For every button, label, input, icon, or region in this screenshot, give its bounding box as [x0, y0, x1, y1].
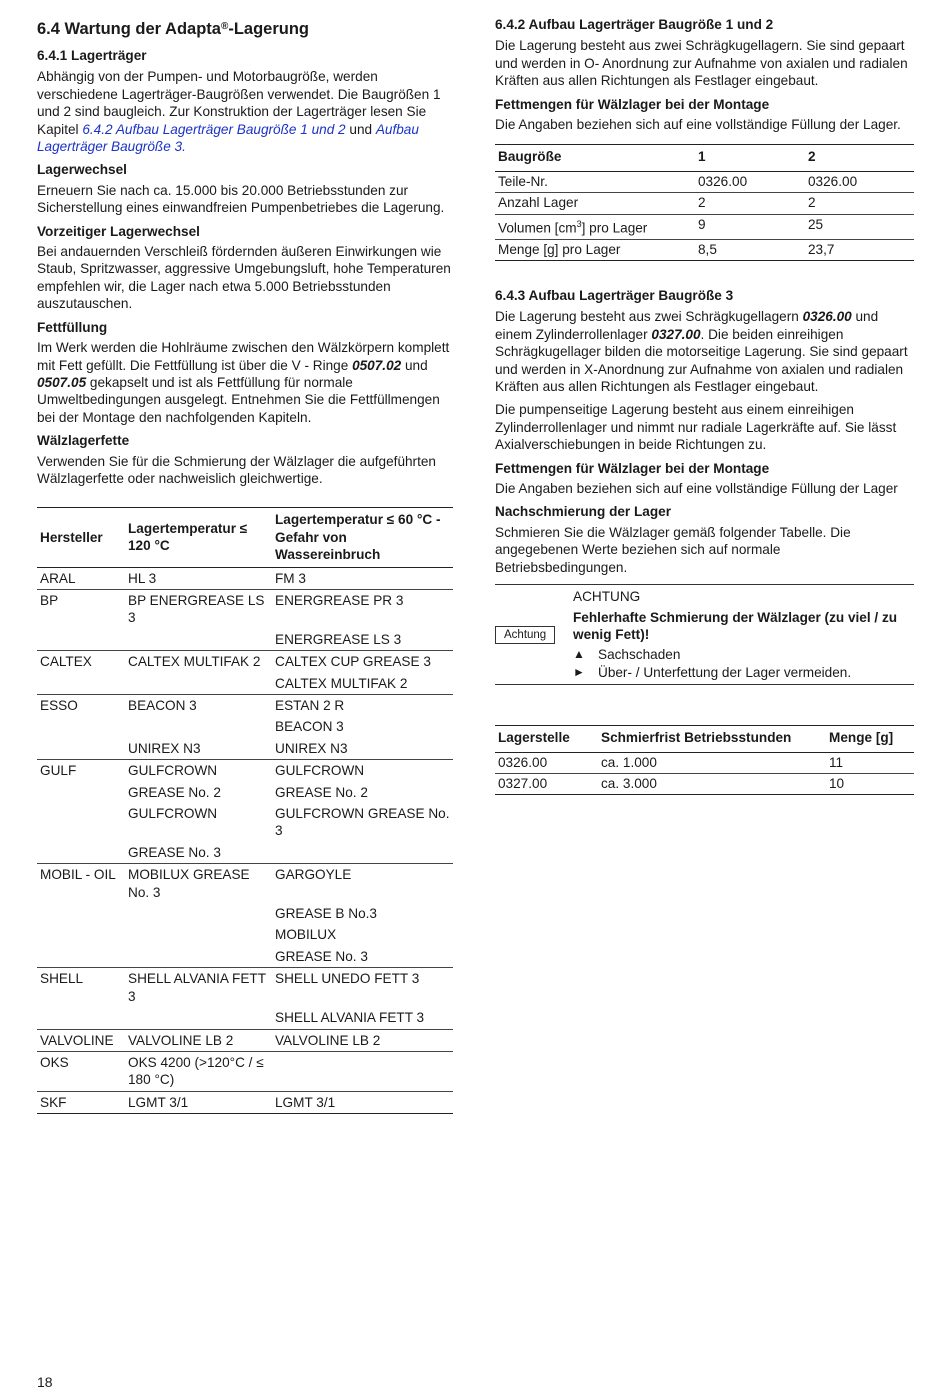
table-row — [37, 946, 453, 968]
table-row — [37, 673, 453, 695]
lub-cell-maker: SHELL — [37, 968, 125, 1007]
warning-consequence: Sachschaden — [598, 647, 681, 663]
heading-waelzlagerfette: Wälzlagerfette — [37, 433, 130, 449]
lub-cell-maker: CALTEX — [37, 651, 125, 673]
heading-nachschmierung: Nachschmierung der Lager — [495, 504, 672, 520]
lub-cell-maker — [37, 803, 125, 842]
lub-cell-temp-120: UNIREX N3 — [128, 740, 201, 756]
table-row — [37, 1091, 453, 1113]
bearing-size-table — [495, 144, 914, 261]
lub-cell-temp-120: GULFCROWN — [128, 806, 218, 822]
lub-cell-temp-60: CALTEX MULTIFAK 2 — [275, 675, 408, 691]
table-row: 0327.00 ca. 3.000 10 — [495, 773, 914, 794]
text-waelzlagerfette: Verwenden Sie für die Schmierung der Wälzlager die aufgeführten Wälzlagerfette oder nachweislich gleichwertige. — [37, 453, 436, 486]
table-row — [37, 842, 453, 864]
lub-cell-temp-60: MOBILUX — [275, 927, 337, 943]
lub-cell-temp-60 — [272, 1051, 453, 1091]
heading-lagerwechsel: Lagerwechsel — [37, 162, 127, 178]
lub-cell-maker — [37, 946, 125, 968]
page-title: 6.4 Wartung der Adapta®-Lagerung — [37, 20, 310, 38]
lub-cell-temp-120 — [125, 1007, 272, 1029]
warning-label-box: Achtung — [495, 626, 555, 644]
lub-cell-temp-120: LGMT 3/1 — [125, 1091, 272, 1113]
section-text-6-4-1: Abhängig von der Pumpen- und Motorbaugröße, werden verschiedene Lagerträger-Baugrößen verwendet. Die Baugrößen 1 und 2 sind baugleich. Zur Konstruktion der Lagerträger lesen Sie Kapitel 6.4.2 Aufbau Lagerträger Baugröße 1 und 2 und Aufbau Lagerträger Baugröße 3. — [37, 69, 441, 155]
link-6-4-2[interactable]: 6.4.2 Aufbau Lagerträger Baugröße 1 und 2 — [82, 121, 346, 137]
table-row: Volumen $[cm^3]$ pro Lager 9 25 — [495, 214, 914, 239]
warning-action: Über- / Unterfettung der Lager vermeiden. — [598, 664, 852, 680]
table-row: 0326.00 ca. 1.000 11 — [495, 752, 914, 773]
lub-cell-temp-60 — [272, 842, 453, 864]
table-row — [37, 695, 453, 717]
lub-cell-temp-120 — [125, 716, 272, 737]
heading-fettmengen-2: Fettmengen für Wälzlager bei der Montage — [495, 460, 770, 476]
text-nachschmierung: Schmieren Sie die Wälzlager gemäß folgender Tabelle. Die angegebenen Werte beziehen sich auf normale Betriebsbedingungen. — [495, 524, 851, 575]
lub-cell-temp-120: GREASE No. 3 — [128, 844, 221, 860]
warning-title: ACHTUNG — [573, 589, 641, 605]
lub-cell-maker: VALVOLINE — [37, 1029, 125, 1051]
table-row — [37, 1007, 453, 1029]
lub-cell-maker: GULF — [37, 760, 125, 782]
table-row — [37, 1029, 453, 1051]
heading-vorzeitiger-lagerwechsel: Vorzeitiger Lagerwechsel — [37, 223, 200, 239]
lub-cell-temp-60: UNIREX N3 — [275, 740, 348, 756]
lub-cell-temp-120: HL 3 — [128, 570, 157, 586]
text-fettfuellung: Im Werk werden die Hohlräume zwischen den Wälzkörpern komplett mit Fett gefüllt. Die Fettfüllung ist über die V - Ringe 0507.02 und 0507.05 gekapselt und ist als Fettfüllung für normale Umweltbedingungen ausgelegt. Entnehmen Sie die Fettfüllmengen bei der Montage den nachfolgenden Kapiteln. — [37, 340, 450, 425]
lub-header-temp-60: Lagertemperatur ≤ 60 °C - Gefahr von Wassereinbruch — [272, 508, 453, 567]
table-row — [37, 716, 453, 737]
lub-cell-temp-60: GARGOYLE — [272, 864, 453, 903]
text-fettmengen-1: Die Angaben beziehen sich auf eine vollständige Füllung der Lager. — [495, 117, 901, 133]
lub-cell-maker — [37, 738, 125, 760]
lub-cell-temp-120 — [125, 924, 272, 945]
sc-header-amount: Menge [g] — [826, 726, 914, 752]
lub-cell-maker: ESSO — [37, 695, 125, 717]
table-row — [37, 760, 453, 782]
lub-cell-temp-60: BEACON 3 — [275, 719, 344, 735]
lub-header-temp-120: Lagertemperatur ≤ 120 °C — [125, 508, 272, 567]
bt-header-2: 2 — [805, 145, 914, 171]
lub-cell-temp-60: GREASE B No.3 — [275, 906, 377, 922]
lub-header-maker: Hersteller — [37, 508, 125, 567]
lub-cell-temp-60: ENERGREASE LS 3 — [275, 631, 402, 647]
table-row — [37, 629, 453, 651]
lub-cell-temp-60: SHELL UNEDO FETT 3 — [272, 968, 453, 1007]
relubrication-table — [495, 725, 914, 795]
table-row — [37, 567, 453, 589]
lub-cell-temp-120: GREASE No. 2 — [128, 784, 221, 800]
table-row — [37, 924, 453, 945]
lub-cell-temp-60: GREASE No. 2 — [275, 784, 368, 800]
section-text-6-4-2: Die Lagerung besteht aus zwei Schrägkugellagern. Sie sind gepaart und werden in O- Anordnung zur Aufnahme von axialen und radialen Kräften aus allen Richtungen als Festlager eingebaut. — [495, 38, 908, 89]
table-row: Anzahl Lager 2 2 — [495, 193, 914, 214]
table-row — [37, 968, 453, 1007]
lub-cell-temp-120 — [125, 629, 272, 651]
bt-header-1: 1 — [695, 145, 805, 171]
text-fettmengen-2: Die Angaben beziehen sich auf eine vollständige Füllung der Lager — [495, 481, 898, 497]
section-text-6-4-3: Die Lagerung besteht aus zwei Schrägkugellagern 0326.00 und einem Zylinderrollenlager 0327.00. Die beiden einreihigen Schrägkugellager bilden die motorseitige Lagerung. Sie sind gepaart und werden in X-Anordnung zur Aufnahme von axialen und radialen Kräften aus allen Richtungen als Festlager eingebaut. — [495, 309, 908, 395]
table-row: Teile-Nr. 0326.00 0326.00 — [495, 171, 914, 192]
table-row — [37, 864, 453, 903]
warning-message: Fehlerhafte Schmierung der Wälzlager (zu viel / zu wenig Fett)! — [573, 609, 898, 642]
section-heading-6-4-2: 6.4.2 Aufbau Lagerträger Baugröße 1 und 2 — [495, 17, 774, 32]
lub-cell-maker — [37, 1007, 125, 1029]
table-row — [37, 1051, 453, 1091]
lub-cell-temp-60: FM 3 — [275, 570, 306, 586]
text-vorzeitiger-lagerwechsel: Bei andauernden Verschleiß fördernden äußeren Einwirkungen wie Staub, Spritzwasser, aggressive Umgebungsluft, hohe Temperaturen empfehlen wir, die Lager nach etwa 5.000 Betriebsstunden auszutauschen. — [37, 244, 451, 312]
lub-cell-temp-120: BEACON 3 — [125, 695, 272, 717]
page-number: 18 — [37, 1374, 53, 1390]
lub-cell-maker: ARAL — [40, 570, 76, 586]
lub-cell-temp-120 — [125, 946, 272, 968]
lub-cell-maker — [37, 842, 125, 864]
lub-cell-maker — [37, 924, 125, 945]
lub-cell-temp-120 — [125, 673, 272, 695]
table-row — [37, 738, 453, 760]
warning-block — [495, 584, 914, 685]
triangle-icon: ▲ — [573, 647, 585, 662]
lub-cell-temp-60: GREASE No. 3 — [275, 948, 368, 964]
lub-cell-maker: OKS — [37, 1051, 125, 1091]
lubricant-table — [37, 507, 453, 1114]
lub-cell-maker: MOBIL - OIL — [37, 864, 125, 903]
lub-cell-temp-60: VALVOLINE LB 2 — [272, 1029, 453, 1051]
left-column — [37, 16, 453, 1114]
lub-cell-temp-60: ENERGREASE PR 3 — [272, 589, 453, 628]
lub-cell-maker — [37, 716, 125, 737]
lub-cell-temp-60: ESTAN 2 R — [272, 695, 453, 717]
text-lagerwechsel: Erneuern Sie nach ca. 15.000 bis 20.000 Betriebsstunden zur Sicherstellung eines einwandfreien Pumpenbetriebes die Lagerung. — [37, 182, 445, 216]
section-text-6-4-3-b: Die pumpenseitige Lagerung besteht aus einem einreihigen Zylinderrollenlager und nimmt nur radiale Lagerkräfte auf. Sie lässt Axialverschiebungen in beide Richtungen zu. — [495, 402, 897, 453]
lub-cell-temp-120: CALTEX MULTIFAK 2 — [125, 651, 272, 673]
table-row — [37, 803, 453, 842]
lub-cell-maker: SKF — [37, 1091, 125, 1113]
lub-cell-temp-60: GULFCROWN GREASE No. 3 — [275, 806, 450, 839]
lub-cell-temp-120 — [125, 903, 272, 924]
lub-cell-temp-120: SHELL ALVANIA FETT 3 — [125, 968, 272, 1007]
section-heading-6-4-1: 6.4.1 Lagerträger — [37, 48, 147, 63]
lub-cell-temp-60: GULFCROWN — [272, 760, 453, 782]
lub-cell-maker — [37, 903, 125, 924]
lub-cell-temp-60: LGMT 3/1 — [272, 1091, 453, 1113]
table-row — [37, 903, 453, 924]
lub-cell-temp-60: CALTEX CUP GREASE 3 — [272, 651, 453, 673]
link-6-4-3[interactable]: Aufbau Lagerträger Baugröße 3 — [37, 121, 419, 155]
table-row: Menge [g] pro Lager 8,5 23,7 — [495, 239, 914, 260]
arrow-right-icon: ► — [573, 664, 585, 679]
lub-cell-temp-120: VALVOLINE LB 2 — [125, 1029, 272, 1051]
lub-cell-maker: BP — [37, 589, 125, 628]
lub-cell-temp-60: SHELL ALVANIA FETT 3 — [275, 1010, 425, 1026]
sc-header-interval: Schmierfrist Betriebsstunden — [598, 726, 826, 752]
table-row — [37, 651, 453, 673]
sc-header-position: Lagerstelle — [495, 726, 598, 752]
section-heading-6-4-3: 6.4.3 Aufbau Lagerträger Baugröße 3 — [495, 288, 734, 303]
lub-cell-temp-120: GULFCROWN — [125, 760, 272, 782]
table-row — [37, 782, 453, 803]
lub-cell-temp-120: MOBILUX GREASE No. 3 — [125, 864, 272, 903]
lub-cell-maker — [37, 673, 125, 695]
right-column — [495, 16, 914, 795]
bt-header-size: Baugröße — [495, 145, 695, 171]
lub-cell-temp-120: OKS 4200 (>120°C / ≤ 180 °C) — [125, 1051, 272, 1091]
table-row — [37, 589, 453, 628]
lub-cell-maker — [37, 629, 125, 651]
heading-fettfuellung: Fettfüllung — [37, 319, 108, 335]
heading-fettmengen-1: Fettmengen für Wälzlager bei der Montage — [495, 96, 770, 112]
lub-cell-maker — [37, 782, 125, 803]
lub-cell-temp-120: BP ENERGREASE LS 3 — [125, 589, 272, 628]
